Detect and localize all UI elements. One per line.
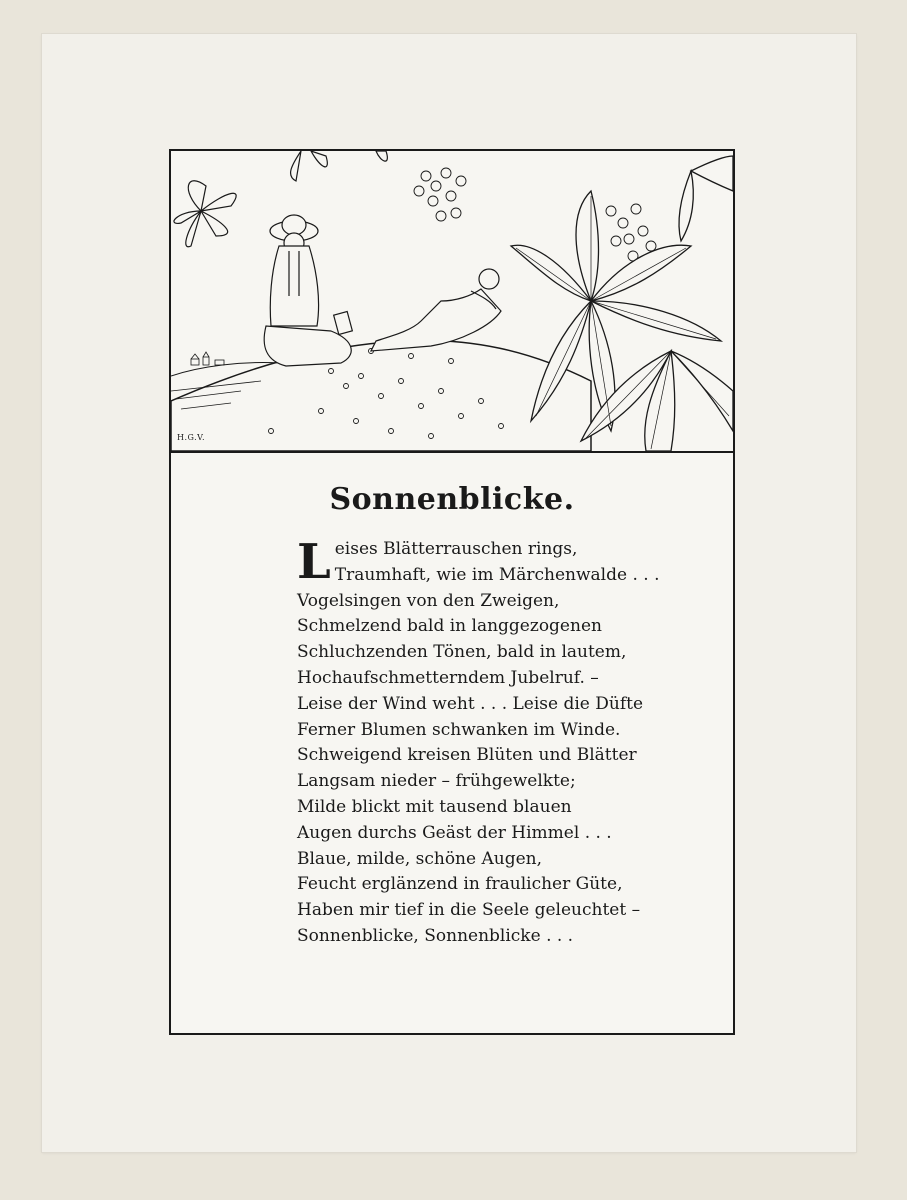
poem-line: Blaue, milde, schöne Augen, bbox=[297, 848, 542, 869]
poem-line: Hochaufschmetterndem Jubelruf. – bbox=[297, 667, 599, 688]
poem-line: Haben mir tief in die Seele geleuchtet – bbox=[297, 900, 641, 921]
poem-line: Schmelzend bald in langgezogenen bbox=[297, 616, 602, 637]
illustration bbox=[171, 151, 733, 453]
artist-monogram: H.G.V. bbox=[177, 433, 206, 442]
poem-line: Feucht erglänzend in fraulicher Güte, bbox=[297, 874, 623, 895]
poem-line: Augen durchs Geäst der Himmel . . . bbox=[297, 822, 612, 843]
poem-line: Vogelsingen von den Zweigen, bbox=[297, 590, 560, 611]
poem-line: Schluchzenden Tönen, bald in lautem, bbox=[297, 642, 627, 663]
poem-title: Sonnenblicke. bbox=[329, 482, 575, 517]
poem-line: Ferner Blumen schwanken im Winde. bbox=[297, 719, 621, 740]
poem-line: Schweigend kreisen Blüten und Blätter bbox=[297, 745, 637, 766]
poem-body bbox=[297, 534, 717, 950]
poem-line: Sonnenblicke, Sonnenblicke . . . bbox=[297, 925, 574, 946]
illustration-drawing bbox=[171, 151, 733, 451]
first-line-text: eises Blätterrauschen rings, bbox=[334, 539, 578, 559]
poem-line: Milde blickt mit tausend blauen bbox=[297, 796, 572, 817]
poem-line: Leise der Wind weht . . . Leise die Düfte bbox=[297, 693, 644, 714]
poem-line: Traumhaft, wie im Märchenwalde . . . bbox=[334, 564, 660, 585]
poem-line: Langsam nieder – frühgewelkte; bbox=[297, 771, 576, 792]
page-frame bbox=[169, 149, 735, 1035]
drop-cap: L bbox=[297, 534, 331, 590]
